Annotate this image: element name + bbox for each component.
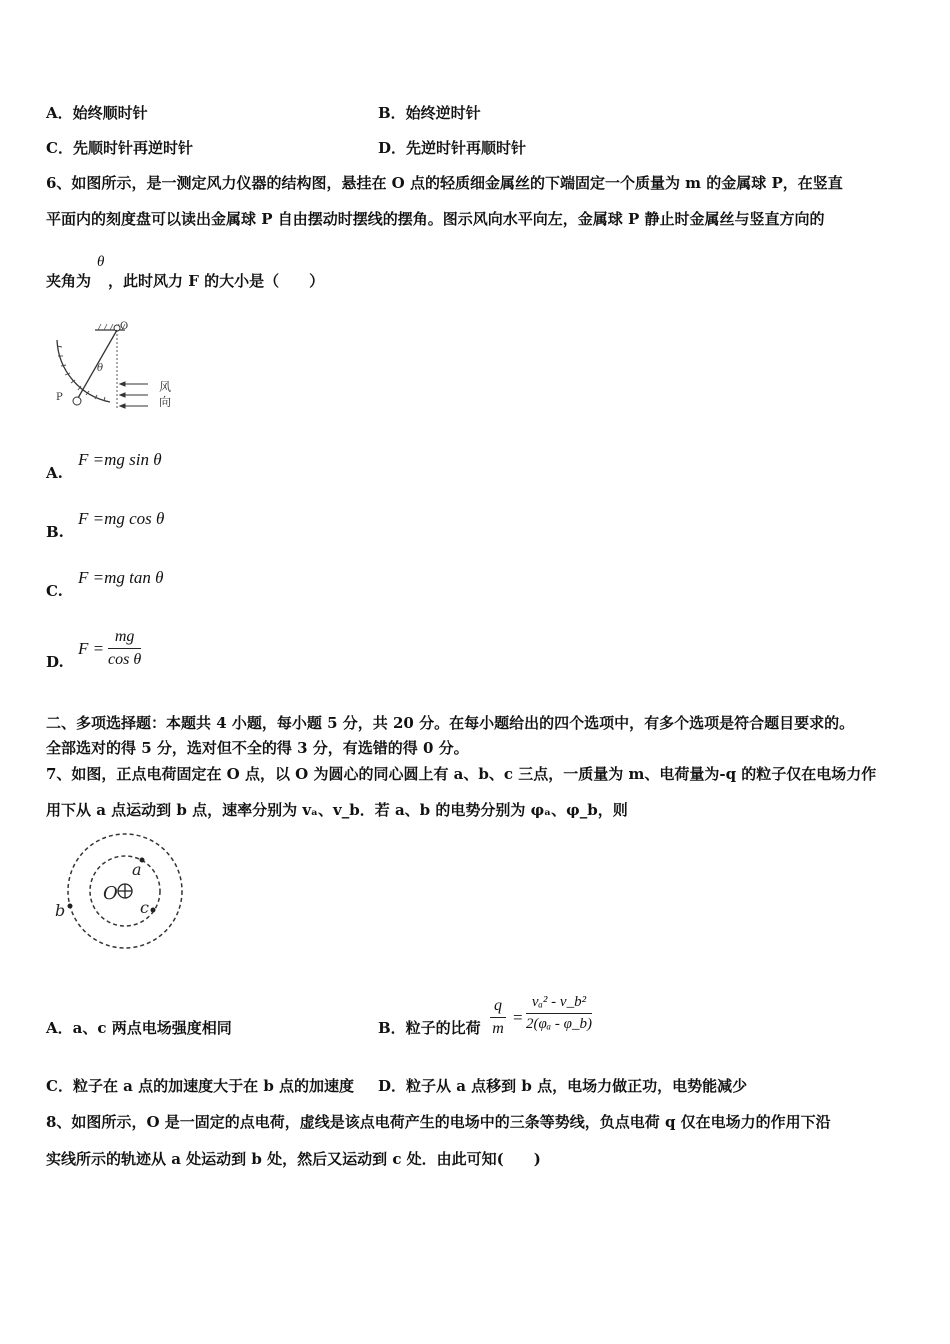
section2-header-line2: 全部选对的得 5 分，选对但不全的得 3 分，有选错的得 0 分。 [46,739,469,757]
q7-option-b-lhs-den: m [492,1020,504,1037]
wind-label-1: 风 [159,380,172,394]
fig-o-label-q7: O [103,883,118,904]
q7-stem-line2: 用下从 a 点运动到 b 点，速率分别为 vₐ、v_b．若 a、b 的电势分别为 φₐ、φ_b，则 [46,801,628,819]
q8-stem-line2: 实线所示的轨迹从 a 处运动到 b 处，然后又运动到 c 处．由此可知( ) [46,1150,541,1168]
q6-label-c: C. [46,582,63,600]
q6-label-b: B. [46,523,64,541]
q7-option-d: D．粒子从 a 点移到 b 点，电场力做正功，电势能减少 [378,1077,748,1095]
section2-header-line1: 二、多项选择题：本题共 4 小题，每小题 5 分，共 20 分。在每小题给出的四个选项中，有多个选项是符合题目要求的。 [46,714,855,732]
q6-stem-line2: 平面内的刻度盘可以读出金属球 P 自由摆动时摆线的摆角。图示风向水平向左，金属球 P 静止时金属丝与竖直方向的 [46,210,825,228]
q7-option-c: C．粒子在 a 点的加速度大于在 b 点的加速度 [46,1077,355,1095]
q6-theta-symbol: θ [97,254,105,270]
q5-option-c: C．先顺时针再逆时针 [46,139,193,157]
q6-stem-line1: 6、如图所示，是一测定风力仪器的结构图，悬挂在 O 点的轻质细金属丝的下端固定一个质量为 m 的金属球 P，在竖直 [46,174,843,192]
fig-c-label: c [140,898,149,917]
wind-instrument-figure [50,318,185,413]
wind-label-2: 向 [159,395,172,409]
q7-option-b-equals: = [513,1008,523,1027]
q6-stem-line3a: 夹角为 [46,272,92,290]
q6-formula-b: F =mg cos θ [78,509,165,528]
q5-option-a: A．始终顺时针 [46,104,148,122]
q5-option-b: B．始终逆时针 [378,104,481,122]
q6-formula-a: F =mg sin θ [78,450,162,469]
q7-option-b-num: vₐ² - v_b² [526,994,592,1014]
q7-option-b-fraction [526,994,592,1033]
q7-option-a: A．a、c 两点电场强度相同 [46,1019,232,1037]
q6-label-d: D. [46,653,64,671]
q8-stem-line1: 8、如图所示，O 是一固定的点电荷，虚线是该点电荷产生的电场中的三条等势线，负点电荷 q 仅在电场力的作用下沿 [46,1113,831,1131]
q6-formula-d-num: mg [108,628,141,649]
concentric-circles-figure [52,830,192,952]
q7-option-b-lhs-num: q [490,997,506,1018]
q5-option-d: D．先逆时针再顺时针 [378,139,527,157]
q6-stem-line3b: ，此时风力 F 的大小是（ ） [108,272,325,290]
fig-b-label: b [55,901,66,920]
q7-option-b-den: 2(φₐ - φ_b) [526,1016,592,1032]
q6-formula-d-den: cos θ [108,651,142,668]
q6-formula-d-left: F = [78,639,105,658]
fig-o-label: O [120,321,129,332]
q6-formula-d-fraction [108,628,141,669]
fig-theta-label: θ [97,363,104,374]
fig-p-label: P [56,392,63,403]
q6-formula-c: F =mg tan θ [78,568,164,587]
fig-a-label: a [132,860,142,879]
q6-label-a: A. [46,464,63,482]
q7-option-b-lhs [490,997,506,1038]
q7-option-b: B．粒子的比荷 [378,1019,481,1037]
q7-stem-line1: 7、如图，正点电荷固定在 O 点，以 O 为圆心的同心圆上有 a、b、c 三点，一质量为 m、电荷量为-q 的粒子仅在电场力作 [46,765,877,783]
